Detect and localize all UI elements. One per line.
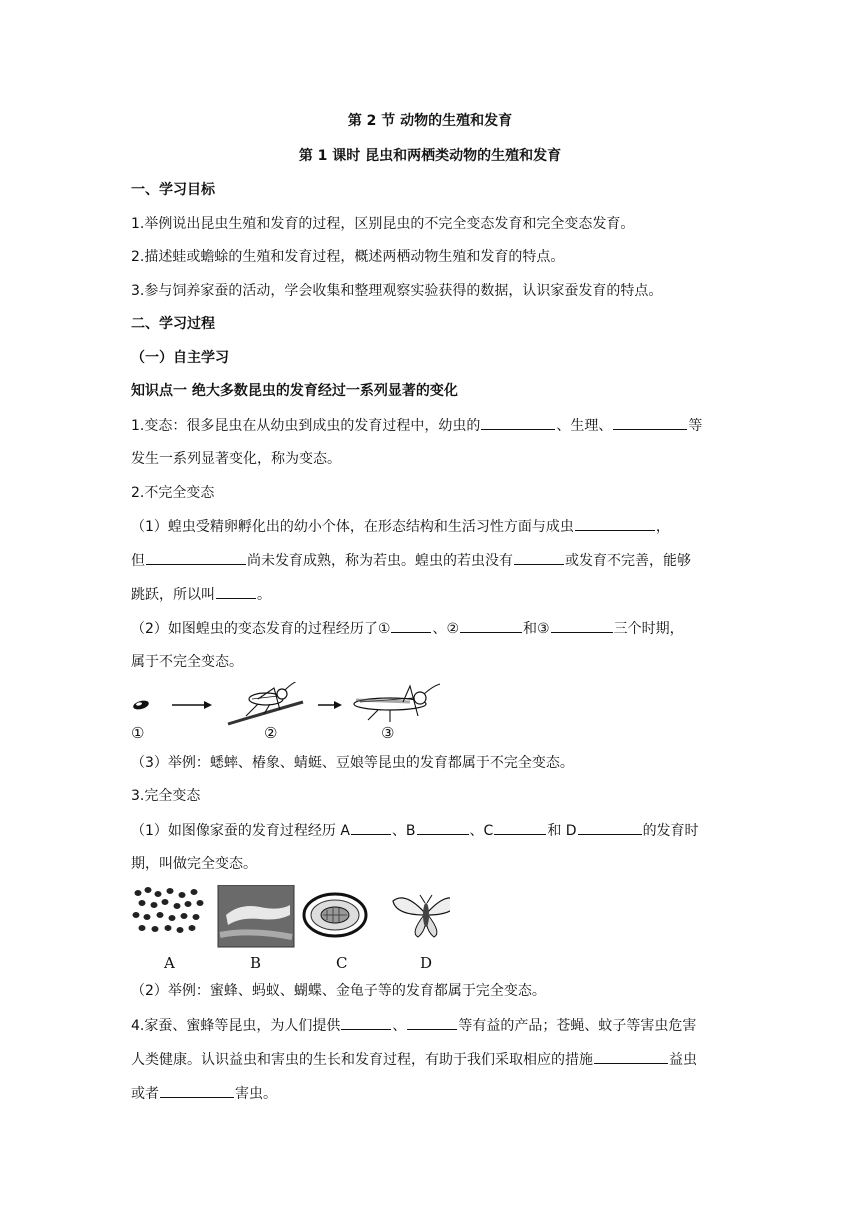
q2-line [131, 550, 691, 571]
silkworm-eggs-icon [133, 887, 204, 933]
q4-text: 害虫。 [235, 1086, 277, 1102]
q2-text: （2）如图蝗虫的变态发育的过程经历了① [131, 621, 391, 637]
q4-line [131, 1015, 696, 1036]
self-study-heading: （一）自主学习 [131, 350, 229, 366]
fill-blank[interactable] [514, 550, 564, 565]
q1-line [131, 415, 702, 436]
process-heading: 二、学习过程 [131, 316, 215, 332]
fill-blank[interactable] [460, 618, 522, 633]
q4-text: 益虫 [669, 1052, 697, 1068]
q4-text: 4.家蚕、蜜蜂等昆虫，为人们提供 [131, 1018, 341, 1034]
q4-text: 或者 [131, 1086, 159, 1102]
q2-text: 尚未发育成熟，称为若虫。蝗虫的若虫没有 [247, 553, 513, 569]
figure-label: D [420, 954, 433, 972]
q3-text: 和 D [547, 823, 577, 839]
fill-blank[interactable] [551, 618, 613, 633]
q4-line [131, 1049, 697, 1070]
q2-text: 但 [131, 553, 145, 569]
q4-text: 人类健康。认识益虫和害虫的生长和发育过程，有助于我们采取相应的措施 [131, 1052, 593, 1068]
q2-line [131, 584, 271, 605]
q3-line: 期，叫做完全变态。 [131, 856, 257, 872]
q2-line [131, 618, 684, 639]
goal-item: 3.参与饲养家蚕的活动，学会收集和整理观察实验获得的数据，认识家蚕发育的特点。 [131, 283, 663, 299]
arrow-icon [318, 701, 342, 709]
q4-text: 、 [392, 1018, 407, 1034]
q2-text: （1）蝗虫受精卵孵化出的幼小个体，在形态结构和生活习性方面与成虫 [131, 519, 574, 535]
fill-blank[interactable] [417, 820, 469, 835]
q3-title: 3.完全变态 [131, 788, 201, 804]
locust-nymph-icon [228, 682, 303, 724]
fill-blank[interactable] [481, 415, 555, 430]
fill-blank[interactable] [578, 820, 642, 835]
fill-blank[interactable] [341, 1015, 391, 1030]
pupa-cocoon-icon [304, 894, 366, 936]
figure-label: ③ [381, 724, 395, 742]
q3-example: （2）举例：蜜蜂、蚂蚁、蝴蝶、金龟子等的发育都属于完全变态。 [131, 983, 546, 999]
fill-blank[interactable] [351, 820, 391, 835]
silkworm-moth-icon [393, 895, 450, 937]
silkworm-larva-icon [218, 885, 294, 947]
fill-blank[interactable] [216, 584, 256, 599]
fill-blank[interactable] [407, 1015, 457, 1030]
q3-text: 、C [469, 823, 494, 839]
goal-item: 2.描述蛙或蟾蜍的生殖和发育过程，概述两栖动物生殖和发育的特点。 [131, 249, 565, 265]
figure-label: ② [264, 724, 278, 742]
q3-text: 、B [391, 823, 416, 839]
q3-text: 的发育时 [642, 823, 699, 839]
q2-text: 。 [257, 587, 271, 603]
q4-line [131, 1083, 277, 1104]
fill-blank[interactable] [613, 415, 687, 430]
fill-blank[interactable] [391, 618, 431, 633]
fill-blank[interactable] [575, 516, 655, 531]
fill-blank[interactable] [494, 820, 546, 835]
arrow-icon [172, 701, 212, 709]
locust-development-figure [128, 682, 448, 732]
q2-example: （3）举例：蟋蟀、椿象、蜻蜓、豆娘等昆虫的发育都属于不完全变态。 [131, 755, 574, 771]
goal-item: 1.举例说出昆虫生殖和发育的过程，区别昆虫的不完全变态发育和完全变态发育。 [131, 216, 635, 232]
q1-text: 等 [688, 418, 703, 434]
q2-text: 和③ [523, 621, 550, 637]
figure-label: A [164, 954, 175, 972]
figure-label: B [250, 954, 262, 972]
fill-blank[interactable] [160, 1083, 234, 1098]
goals-heading: 一、学习目标 [131, 182, 215, 198]
q1-text: 1.变态：很多昆虫在从幼虫到成虫的发育过程中，幼虫的 [131, 418, 481, 434]
q1-text: 、生理、 [556, 418, 613, 434]
figure-label: C [336, 954, 348, 972]
q1-line: 发生一系列显著变化，称为变态。 [131, 451, 341, 467]
knowledge-point-heading: 知识点一 绝大多数昆虫的发育经过一系列显著的变化 [131, 383, 458, 399]
fill-blank[interactable] [146, 550, 246, 565]
figure-label: ① [131, 724, 145, 742]
fill-blank[interactable] [594, 1049, 668, 1064]
q2-text: 、② [432, 621, 460, 637]
lesson-title: 第 1 课时 昆虫和两栖类动物的生殖和发育 [298, 148, 562, 164]
q3-text: （1）如图像家蚕的发育过程经历 A [131, 823, 350, 839]
q4-text: 等有益的产品；苍蝇、蚊子等害虫危害 [458, 1018, 697, 1034]
q2-title: 2.不完全变态 [131, 485, 215, 501]
section-title: 第 2 节 动物的生殖和发育 [347, 113, 513, 129]
q2-text: 跳跃，所以叫 [131, 587, 215, 603]
q2-text: 或发育不完善，能够 [565, 553, 691, 569]
q2-text: ， [655, 519, 670, 535]
q2-text: 三个时期， [613, 621, 684, 637]
adult-locust-icon [354, 684, 440, 722]
q3-line [131, 820, 699, 841]
silkworm-development-figure [130, 885, 450, 949]
q2-line: 属于不完全变态。 [131, 654, 243, 670]
locust-egg-icon [132, 699, 150, 711]
q2-line [131, 516, 670, 537]
